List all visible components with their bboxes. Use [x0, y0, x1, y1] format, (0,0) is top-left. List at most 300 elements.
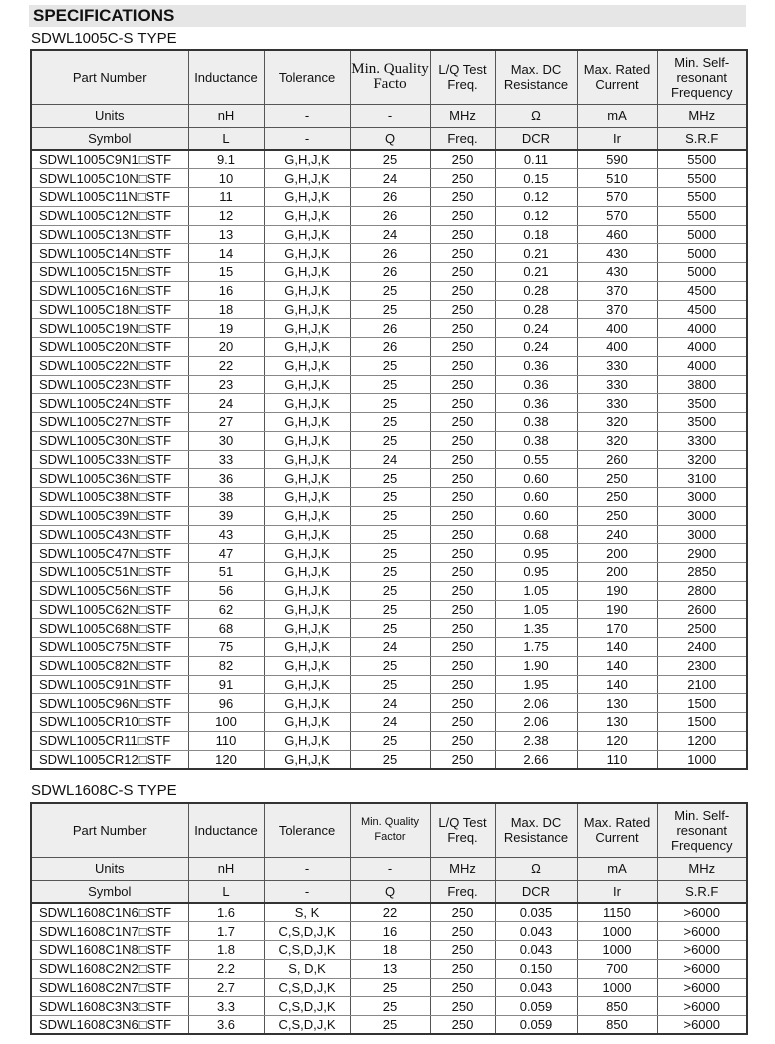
table-cell: 82 — [188, 656, 264, 675]
table-cell: 850 — [577, 997, 657, 1016]
table-row — [31, 656, 747, 675]
units-cell: - — [350, 857, 430, 880]
table-cell: 100 — [188, 713, 264, 732]
table-cell: 460 — [577, 225, 657, 244]
table-row — [31, 903, 747, 922]
table-cell: 140 — [577, 638, 657, 657]
symbol-cell: DCR — [495, 880, 577, 903]
table-cell: 0.21 — [495, 263, 577, 282]
table-cell: 25 — [350, 431, 430, 450]
table-cell: 0.18 — [495, 225, 577, 244]
table-cell: 1200 — [657, 731, 747, 750]
table-cell: 1.6 — [188, 903, 264, 922]
table-cell: 250 — [430, 300, 495, 319]
units-cell: MHz — [657, 857, 747, 880]
table-cell: G,H,J,K — [264, 225, 350, 244]
units-cell: Ω — [495, 104, 577, 127]
part-number-cell: SDWL1005C20N□STF — [31, 338, 188, 357]
table-cell: 24 — [350, 450, 430, 469]
units-row — [31, 104, 747, 127]
table-cell: 330 — [577, 356, 657, 375]
table-cell: 1500 — [657, 694, 747, 713]
part-number-cell: SDWL1005C13N□STF — [31, 225, 188, 244]
table-cell: 260 — [577, 450, 657, 469]
table-cell: 250 — [430, 469, 495, 488]
table-cell: 320 — [577, 413, 657, 432]
table-cell: 22 — [350, 903, 430, 922]
table-cell: 0.36 — [495, 356, 577, 375]
header-test-freq: L/Q Test Freq. — [430, 50, 495, 104]
part-number-cell: SDWL1005C27N□STF — [31, 413, 188, 432]
symbol-cell: Ir — [577, 127, 657, 150]
table-row — [31, 338, 747, 357]
table-cell: 200 — [577, 544, 657, 563]
table-cell: 38 — [188, 488, 264, 507]
table-cell: 39 — [188, 506, 264, 525]
table-row — [31, 469, 747, 488]
table-cell: 250 — [430, 375, 495, 394]
table-cell: C,S,D,J,K — [264, 997, 350, 1016]
symbol-cell: DCR — [495, 127, 577, 150]
table-cell: 91 — [188, 675, 264, 694]
table-row — [31, 169, 747, 188]
units-cell: nH — [188, 857, 264, 880]
table-row — [31, 694, 747, 713]
table-cell: 0.95 — [495, 563, 577, 582]
table-cell: G,H,J,K — [264, 675, 350, 694]
header-srf: Min. Self-resonant Frequency — [657, 803, 747, 857]
table-cell: 250 — [430, 525, 495, 544]
units-cell: Units — [31, 104, 188, 127]
table-cell: G,H,J,K — [264, 450, 350, 469]
table-cell: 0.043 — [495, 978, 577, 997]
table-cell: G,H,J,K — [264, 300, 350, 319]
table-cell: 250 — [430, 978, 495, 997]
table-cell: 36 — [188, 469, 264, 488]
table-cell: 0.68 — [495, 525, 577, 544]
table-cell: 3200 — [657, 450, 747, 469]
table-cell: 5500 — [657, 150, 747, 169]
table-cell: G,H,J,K — [264, 413, 350, 432]
header-srf: Min. Self-resonant Frequency — [657, 50, 747, 104]
table-cell: 25 — [350, 394, 430, 413]
table-cell: 68 — [188, 619, 264, 638]
table-cell: 120 — [188, 750, 264, 769]
table-cell: >6000 — [657, 997, 747, 1016]
table-cell: 1.35 — [495, 619, 577, 638]
table-cell: 26 — [350, 206, 430, 225]
table-cell: >6000 — [657, 922, 747, 941]
table-cell: 400 — [577, 319, 657, 338]
table-cell: 2850 — [657, 563, 747, 582]
table-cell: 2100 — [657, 675, 747, 694]
units-cell: - — [264, 104, 350, 127]
table-cell: 25 — [350, 506, 430, 525]
table-cell: 250 — [430, 150, 495, 169]
table-cell: G,H,J,K — [264, 338, 350, 357]
part-number-cell: SDWL1005C18N□STF — [31, 300, 188, 319]
table-cell: G,H,J,K — [264, 544, 350, 563]
table-cell: 4500 — [657, 300, 747, 319]
table-cell: 1150 — [577, 903, 657, 922]
table-cell: 250 — [430, 244, 495, 263]
table-cell: 25 — [350, 281, 430, 300]
table-cell: 5000 — [657, 263, 747, 282]
table-cell: 25 — [350, 656, 430, 675]
table-cell: S, K — [264, 903, 350, 922]
symbol-cell: - — [264, 127, 350, 150]
part-number-cell: SDWL1005C43N□STF — [31, 525, 188, 544]
table-cell: 250 — [430, 656, 495, 675]
table-row — [31, 300, 747, 319]
table-cell: 24 — [350, 169, 430, 188]
table-cell: G,H,J,K — [264, 319, 350, 338]
table-cell: 110 — [577, 750, 657, 769]
symbol-cell: Q — [350, 127, 430, 150]
table-cell: 25 — [350, 413, 430, 432]
header-part-number: Part Number — [31, 50, 188, 104]
table-cell: 250 — [577, 488, 657, 507]
table-cell: 250 — [430, 338, 495, 357]
table-cell: 56 — [188, 581, 264, 600]
table-cell: 26 — [350, 263, 430, 282]
table-cell: 0.28 — [495, 281, 577, 300]
table-header-row — [31, 50, 747, 104]
table-cell: 25 — [350, 581, 430, 600]
part-number-cell: SDWL1608C1N6□STF — [31, 903, 188, 922]
part-number-cell: SDWL1608C3N3□STF — [31, 997, 188, 1016]
table-cell: 18 — [188, 300, 264, 319]
table-cell: 170 — [577, 619, 657, 638]
table-cell: 25 — [350, 997, 430, 1016]
table-cell: 10 — [188, 169, 264, 188]
table-cell: 590 — [577, 150, 657, 169]
table-cell: 25 — [350, 300, 430, 319]
table-cell: 0.60 — [495, 506, 577, 525]
table-cell: 250 — [430, 563, 495, 582]
table-cell: 200 — [577, 563, 657, 582]
table-cell: 26 — [350, 338, 430, 357]
table-cell: 24 — [350, 638, 430, 657]
table-cell: 24 — [350, 694, 430, 713]
table-cell: C,S,D,J,K — [264, 978, 350, 997]
table-cell: 16 — [350, 922, 430, 941]
table-cell: 5000 — [657, 225, 747, 244]
table-row — [31, 922, 747, 941]
table-cell: 120 — [577, 731, 657, 750]
table-cell: G,H,J,K — [264, 244, 350, 263]
table-cell: 250 — [430, 488, 495, 507]
table-cell: 0.38 — [495, 413, 577, 432]
table-cell: G,H,J,K — [264, 375, 350, 394]
table-cell: 1.8 — [188, 941, 264, 960]
table-cell: 1.95 — [495, 675, 577, 694]
table-cell: 1500 — [657, 713, 747, 732]
part-number-cell: SDWL1005C24N□STF — [31, 394, 188, 413]
table-cell: G,H,J,K — [264, 263, 350, 282]
table-cell: 26 — [350, 244, 430, 263]
table-cell: G,H,J,K — [264, 694, 350, 713]
table-cell: 13 — [350, 959, 430, 978]
table-cell: 19 — [188, 319, 264, 338]
table-cell: 3500 — [657, 413, 747, 432]
header-part-number: Part Number — [31, 803, 188, 857]
table-cell: G,H,J,K — [264, 150, 350, 169]
table-row — [31, 997, 747, 1016]
table-row — [31, 675, 747, 694]
symbol-cell: - — [264, 880, 350, 903]
table-cell: G,H,J,K — [264, 656, 350, 675]
table-row — [31, 206, 747, 225]
table-2-title: SDWL1608C-S TYPE — [31, 782, 177, 799]
part-number-cell: SDWL1005CR12□STF — [31, 750, 188, 769]
table-cell: 15 — [188, 263, 264, 282]
header-rated-current: Max. Rated Current — [577, 50, 657, 104]
table-cell: 1000 — [577, 922, 657, 941]
table-cell: 0.15 — [495, 169, 577, 188]
table-cell: 0.043 — [495, 922, 577, 941]
table-cell: 0.12 — [495, 206, 577, 225]
table-cell: C,S,D,J,K — [264, 922, 350, 941]
table-cell: 43 — [188, 525, 264, 544]
table-cell: 250 — [430, 675, 495, 694]
table-cell: 22 — [188, 356, 264, 375]
table-cell: >6000 — [657, 903, 747, 922]
table-row — [31, 1016, 747, 1035]
table-row — [31, 394, 747, 413]
header-tolerance: Tolerance — [264, 50, 350, 104]
table-cell: 23 — [188, 375, 264, 394]
table-cell: 0.11 — [495, 150, 577, 169]
header-quality: Min. Quality Factor — [350, 803, 430, 857]
table-cell: G,H,J,K — [264, 488, 350, 507]
table-cell: 0.60 — [495, 469, 577, 488]
table-cell: 25 — [350, 1016, 430, 1035]
table-cell: 250 — [430, 959, 495, 978]
table-cell: 570 — [577, 206, 657, 225]
table-cell: >6000 — [657, 978, 747, 997]
table-cell: 0.24 — [495, 338, 577, 357]
table-cell: 26 — [350, 319, 430, 338]
table-cell: 250 — [430, 638, 495, 657]
table-cell: G,H,J,K — [264, 619, 350, 638]
symbol-cell: Symbol — [31, 880, 188, 903]
table-cell: 370 — [577, 300, 657, 319]
table-header-row — [31, 803, 747, 857]
table-cell: 25 — [350, 488, 430, 507]
table-cell: 25 — [350, 600, 430, 619]
table-cell: 250 — [577, 506, 657, 525]
table-cell: 130 — [577, 694, 657, 713]
table-cell: G,H,J,K — [264, 525, 350, 544]
table-row — [31, 263, 747, 282]
table-cell: 0.24 — [495, 319, 577, 338]
table-cell: 0.059 — [495, 997, 577, 1016]
table-cell: 25 — [350, 750, 430, 769]
table-cell: 0.150 — [495, 959, 577, 978]
table-cell: G,H,J,K — [264, 713, 350, 732]
table-cell: 570 — [577, 188, 657, 207]
symbol-cell: Ir — [577, 880, 657, 903]
table-cell: 2.06 — [495, 694, 577, 713]
spec-table-sdwl1608c — [30, 802, 748, 1035]
units-cell: Units — [31, 857, 188, 880]
table-cell: 3.6 — [188, 1016, 264, 1035]
table-1-title: SDWL1005C-S TYPE — [31, 30, 177, 47]
part-number-cell: SDWL1005C39N□STF — [31, 506, 188, 525]
table-cell: 1000 — [577, 941, 657, 960]
table-cell: 51 — [188, 563, 264, 582]
part-number-cell: SDWL1608C1N8□STF — [31, 941, 188, 960]
table-cell: 25 — [350, 563, 430, 582]
table-cell: 25 — [350, 469, 430, 488]
table-cell: 25 — [350, 731, 430, 750]
table-cell: 75 — [188, 638, 264, 657]
table-cell: 3800 — [657, 375, 747, 394]
table-cell: >6000 — [657, 941, 747, 960]
table-row — [31, 978, 747, 997]
symbol-cell: S.R.F — [657, 127, 747, 150]
table-cell: 25 — [350, 675, 430, 694]
table-cell: >6000 — [657, 959, 747, 978]
table-cell: 20 — [188, 338, 264, 357]
table-cell: 0.95 — [495, 544, 577, 563]
table-cell: 190 — [577, 581, 657, 600]
table-cell: 25 — [350, 544, 430, 563]
part-number-cell: SDWL1005CR10□STF — [31, 713, 188, 732]
part-number-cell: SDWL1005C12N□STF — [31, 206, 188, 225]
table-cell: 2800 — [657, 581, 747, 600]
part-number-cell: SDWL1005C47N□STF — [31, 544, 188, 563]
table-cell: 1.05 — [495, 581, 577, 600]
symbol-cell: S.R.F — [657, 880, 747, 903]
table-row — [31, 544, 747, 563]
part-number-cell: SDWL1005C19N□STF — [31, 319, 188, 338]
table-cell: G,H,J,K — [264, 506, 350, 525]
table-cell: 1.05 — [495, 600, 577, 619]
symbol-cell: L — [188, 127, 264, 150]
table-row — [31, 525, 747, 544]
table-row — [31, 188, 747, 207]
table-cell: 430 — [577, 263, 657, 282]
table-cell: 2500 — [657, 619, 747, 638]
table-cell: C,S,D,J,K — [264, 941, 350, 960]
table-cell: 5500 — [657, 206, 747, 225]
part-number-cell: SDWL1005C96N□STF — [31, 694, 188, 713]
table-cell: 850 — [577, 1016, 657, 1035]
table-cell: 11 — [188, 188, 264, 207]
table-row — [31, 150, 747, 169]
table-cell: 250 — [430, 506, 495, 525]
units-row — [31, 857, 747, 880]
table-row — [31, 225, 747, 244]
table-cell: 18 — [350, 941, 430, 960]
table-cell: 250 — [430, 225, 495, 244]
table-cell: 250 — [430, 903, 495, 922]
spec-table-sdwl1005c — [30, 49, 748, 770]
part-number-cell: SDWL1005C82N□STF — [31, 656, 188, 675]
table-cell: 250 — [430, 600, 495, 619]
table-row — [31, 941, 747, 960]
table-cell: 250 — [577, 469, 657, 488]
table-cell: 250 — [430, 431, 495, 450]
table-cell: 2.7 — [188, 978, 264, 997]
table-row — [31, 619, 747, 638]
units-cell: nH — [188, 104, 264, 127]
header-inductance: Inductance — [188, 803, 264, 857]
part-number-cell: SDWL1005C22N□STF — [31, 356, 188, 375]
table-row — [31, 413, 747, 432]
table-cell: 250 — [430, 206, 495, 225]
table-cell: 3.3 — [188, 997, 264, 1016]
table-cell: 26 — [350, 188, 430, 207]
part-number-cell: SDWL1005C51N□STF — [31, 563, 188, 582]
header-tolerance: Tolerance — [264, 803, 350, 857]
part-number-cell: SDWL1005C91N□STF — [31, 675, 188, 694]
table-cell: 62 — [188, 600, 264, 619]
table-cell: 510 — [577, 169, 657, 188]
table-cell: 2.06 — [495, 713, 577, 732]
table-cell: G,H,J,K — [264, 638, 350, 657]
table-cell: 1000 — [577, 978, 657, 997]
table-cell: 430 — [577, 244, 657, 263]
table-cell: 250 — [430, 581, 495, 600]
table-cell: 2600 — [657, 600, 747, 619]
table-cell: 5500 — [657, 188, 747, 207]
part-number-cell: SDWL1005C10N□STF — [31, 169, 188, 188]
table-cell: 25 — [350, 150, 430, 169]
page-title: SPECIFICATIONS — [33, 6, 175, 25]
units-cell: MHz — [430, 857, 495, 880]
table-row — [31, 244, 747, 263]
table-cell: 250 — [430, 281, 495, 300]
table-cell: 14 — [188, 244, 264, 263]
table-row — [31, 581, 747, 600]
table-cell: 250 — [430, 941, 495, 960]
units-cell: - — [350, 104, 430, 127]
table-cell: 400 — [577, 338, 657, 357]
table-cell: 370 — [577, 281, 657, 300]
table-cell: G,H,J,K — [264, 431, 350, 450]
table-cell: G,H,J,K — [264, 394, 350, 413]
table-cell: 330 — [577, 375, 657, 394]
part-number-cell: SDWL1005C33N□STF — [31, 450, 188, 469]
table-cell: 2.2 — [188, 959, 264, 978]
header-dc-resistance: Max. DC Resistance — [495, 50, 577, 104]
table-cell: 25 — [350, 619, 430, 638]
table-cell: 140 — [577, 675, 657, 694]
table-cell: 0.059 — [495, 1016, 577, 1035]
symbol-cell: L — [188, 880, 264, 903]
table-cell: 190 — [577, 600, 657, 619]
table-cell: 96 — [188, 694, 264, 713]
table-cell: C,S,D,J,K — [264, 1016, 350, 1035]
table-cell: 0.043 — [495, 941, 577, 960]
part-number-cell: SDWL1005C36N□STF — [31, 469, 188, 488]
table-cell: 5500 — [657, 169, 747, 188]
table-cell: 250 — [430, 1016, 495, 1035]
part-number-cell: SDWL1005CR11□STF — [31, 731, 188, 750]
table-cell: 250 — [430, 694, 495, 713]
table-cell: 16 — [188, 281, 264, 300]
units-cell: mA — [577, 857, 657, 880]
table-cell: 4000 — [657, 356, 747, 375]
part-number-cell: SDWL1005C62N□STF — [31, 600, 188, 619]
table-cell: 1.75 — [495, 638, 577, 657]
table-cell: 1.7 — [188, 922, 264, 941]
part-number-cell: SDWL1005C16N□STF — [31, 281, 188, 300]
table-cell: 25 — [350, 978, 430, 997]
